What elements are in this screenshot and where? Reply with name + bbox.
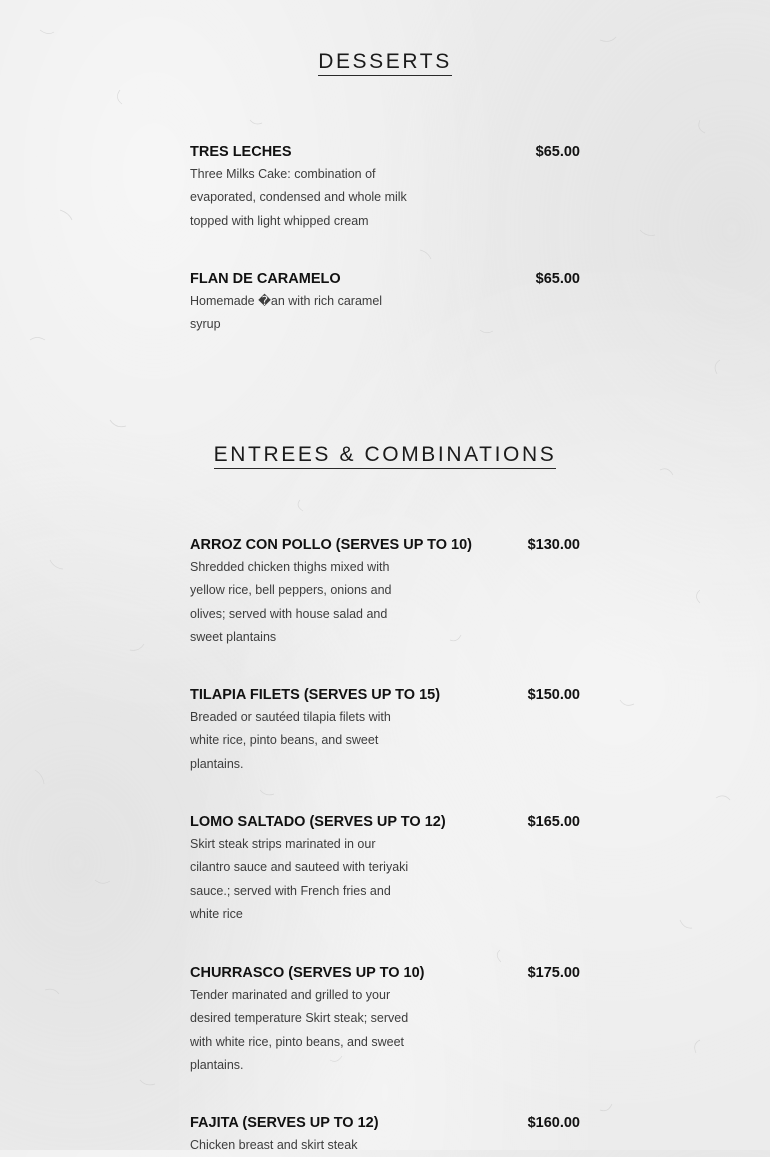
item-description: Shredded chicken thighs mixed with yellow rice, bell peppers, onions and olives; served with house salad and sweet plantains	[190, 560, 392, 644]
section-title-text: ENTREES & COMBINATIONS	[214, 443, 557, 469]
item-name: TILAPIA FILETS (SERVES UP TO 15)	[190, 687, 441, 703]
item-price: $165.00	[527, 814, 580, 830]
item-description: Three Milks Cake: combination of evaporated, condensed and whole milk topped with light whipped cream	[190, 167, 407, 228]
item-description: Skirt steak strips marinated in our cilantro sauce and sauteed with teriyaki sauce.; served with French fries and white rice	[190, 837, 409, 921]
item-name: CHURRASCO (SERVES UP TO 10)	[190, 965, 425, 981]
item-description: Breaded or sautéed tilapia filets with white rice, pinto beans, and sweet plantains.	[190, 710, 391, 771]
section-title-text: DESSERTS	[318, 50, 452, 76]
item-description: Homemade �an with rich caramel syrup	[190, 294, 383, 332]
item-name: FLAN DE CARAMELO	[190, 271, 341, 287]
item-price: $150.00	[527, 687, 580, 703]
item-price: $65.00	[535, 271, 580, 287]
item-price: $160.00	[527, 1115, 580, 1131]
section-title	[0, 50, 770, 76]
item-name: TRES LECHES	[190, 144, 292, 160]
item-description: Chicken breast and skirt steak	[190, 1138, 358, 1152]
item-price: $65.00	[535, 144, 580, 160]
item-description: Tender marinated and grilled to your desired temperature Skirt steak; served with white rice, pinto beans, and sweet plantains.	[190, 988, 409, 1072]
item-price: $130.00	[527, 537, 580, 553]
item-name: ARROZ CON POLLO (SERVES UP TO 10)	[190, 537, 472, 553]
section-title	[0, 443, 770, 469]
item-price: $175.00	[527, 965, 580, 981]
item-name: LOMO SALTADO (SERVES UP TO 12)	[190, 814, 446, 830]
item-name: FAJITA (SERVES UP TO 12)	[190, 1115, 379, 1131]
